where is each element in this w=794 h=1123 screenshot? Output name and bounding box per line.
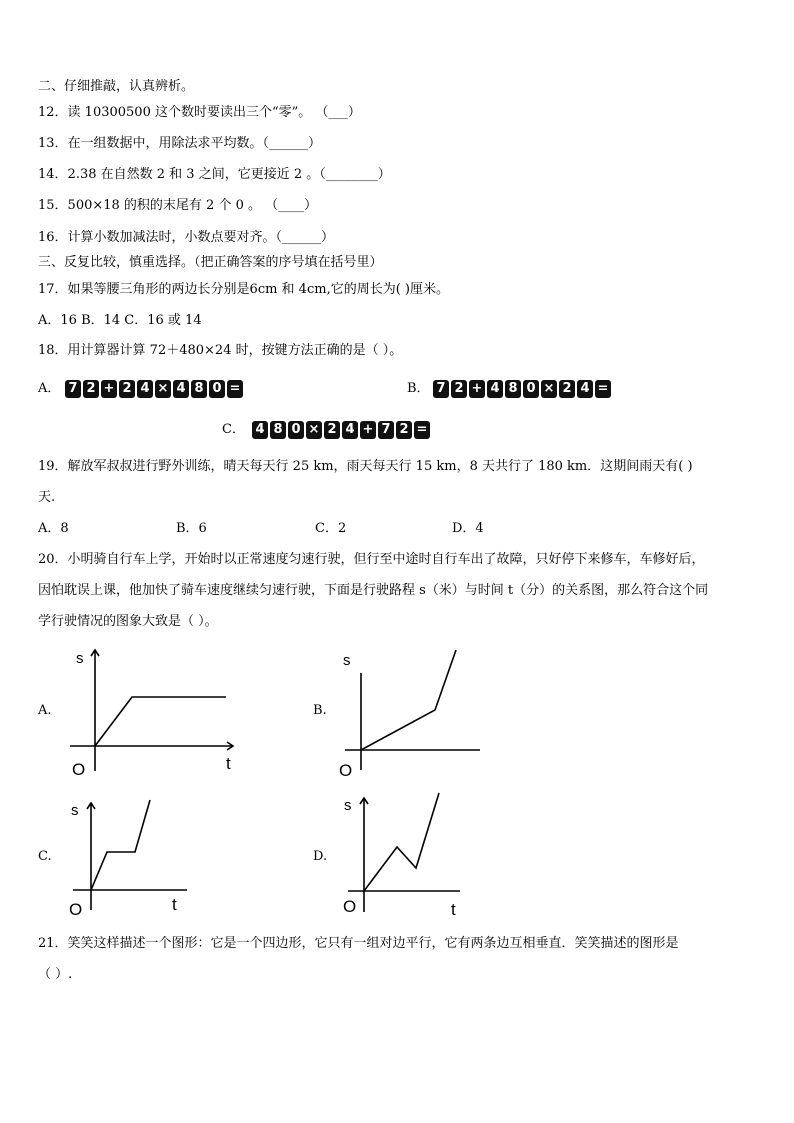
t-label: t bbox=[172, 895, 177, 914]
graph-d-label: D. bbox=[313, 849, 328, 864]
calculator-key: 0 bbox=[288, 421, 304, 439]
calculator-key: 8 bbox=[270, 421, 286, 439]
q19-option-b: B．6 bbox=[176, 521, 207, 536]
calculator-key: 2 bbox=[559, 380, 575, 398]
calculator-key: 4 bbox=[342, 421, 358, 439]
q18-option-a-label: A． bbox=[38, 381, 61, 396]
calculator-key: = bbox=[227, 380, 243, 398]
s-label: s bbox=[344, 797, 352, 814]
graph-c-curve bbox=[91, 800, 150, 890]
question-15: 15．500×18 的积的末尾有 2 个 0 。 （____） bbox=[38, 198, 318, 213]
calculator-key: 7 bbox=[433, 380, 449, 398]
question-12: 12．读 10300500 这个数时要读出三个“零”。 （___） bbox=[38, 105, 361, 120]
question-19-line-2: 天. bbox=[38, 490, 56, 505]
graph-a-label: A. bbox=[38, 703, 52, 718]
calculator-key: + bbox=[469, 380, 485, 398]
calculator-key: 4 bbox=[487, 380, 503, 398]
origin-label: O bbox=[339, 761, 353, 780]
calculator-key: 2 bbox=[119, 380, 135, 398]
question-21-line-2: （ ）. bbox=[38, 967, 73, 982]
q18-option-c-keys bbox=[252, 421, 430, 439]
question-17-options: A．16 B．14 C．16 或 14 bbox=[38, 313, 202, 328]
calculator-key: × bbox=[541, 380, 557, 398]
q19-option-c: C．2 bbox=[315, 521, 347, 536]
section-3-title: 三、反复比较，慎重选择。（把正确答案的序号填在括号里） bbox=[38, 255, 383, 270]
origin-label: O bbox=[72, 760, 86, 779]
s-label: s bbox=[76, 650, 84, 667]
calculator-key: = bbox=[414, 421, 430, 439]
question-17: 17．如果等腰三角形的两边长分别是6cm 和 4cm,它的周长为( )厘米。 bbox=[38, 282, 449, 297]
s-label: s bbox=[71, 802, 79, 819]
question-19-line-1: 19．解放军叔叔进行野外训练，晴天每天行 25 km，雨天每天行 15 km，8 天共行了 180 km．这期间雨天有( ) bbox=[38, 459, 693, 474]
graph-d-curve bbox=[364, 793, 439, 891]
calculator-key: 4 bbox=[577, 380, 593, 398]
section-2-title: 二、仔细推敲，认真辨析。 bbox=[38, 79, 195, 94]
q18-option-a-keys bbox=[65, 380, 243, 398]
graph-b-curve bbox=[361, 650, 456, 750]
graph-c-label: C. bbox=[38, 849, 52, 864]
q18-option-b-keys bbox=[433, 380, 611, 398]
calculator-key: 0 bbox=[523, 380, 539, 398]
question-20-line-1: 20．小明骑自行车上学，开始时以正常速度匀速行驶，但行至中途时自行车出了故障，只好停下来修车，车修好后， bbox=[38, 552, 705, 567]
calculator-key: 4 bbox=[252, 421, 268, 439]
q19-option-a: A．8 bbox=[38, 521, 69, 536]
question-21-line-1: 21．笑笑这样描述一个图形：它是一个四边形，它只有一组对边平行，它有两条边互相垂直．笑笑描述的图形是 bbox=[38, 936, 679, 951]
calculator-key: + bbox=[101, 380, 117, 398]
calculator-key: × bbox=[155, 380, 171, 398]
question-20-line-2: 因怕耽误上课，他加快了骑车速度继续匀速行驶，下面是行驶路程 s（米）与时间 t（分）的关系图，那么符合这个同 bbox=[38, 583, 709, 598]
calculator-key: 4 bbox=[173, 380, 189, 398]
question-13: 13．在一组数据中，用除法求平均数。（______） bbox=[38, 136, 322, 151]
graph-c bbox=[65, 795, 195, 920]
calculator-key: 2 bbox=[324, 421, 340, 439]
calculator-key: 2 bbox=[83, 380, 99, 398]
calculator-key: 2 bbox=[396, 421, 412, 439]
graph-b bbox=[335, 645, 485, 780]
calculator-key: 7 bbox=[378, 421, 394, 439]
t-label: t bbox=[226, 754, 231, 773]
q18-option-b-label: B． bbox=[407, 381, 430, 396]
s-label: s bbox=[343, 652, 351, 669]
calculator-key: 2 bbox=[451, 380, 467, 398]
graph-b-label: B. bbox=[313, 703, 327, 718]
q19-option-d: D．4 bbox=[452, 521, 484, 536]
calculator-key: 0 bbox=[209, 380, 225, 398]
calculator-key: = bbox=[595, 380, 611, 398]
question-14: 14．2.38 在自然数 2 和 3 之间，它更接近 2 。（________） bbox=[38, 167, 391, 182]
t-label: t bbox=[451, 900, 456, 919]
calculator-key: 8 bbox=[505, 380, 521, 398]
graph-d bbox=[340, 790, 470, 920]
calculator-key: 4 bbox=[137, 380, 153, 398]
graph-a bbox=[60, 645, 250, 779]
question-18: 18．用计算器计算 72＋480×24 时，按键方法正确的是（ ）。 bbox=[38, 343, 403, 358]
q18-option-c-label: C． bbox=[222, 422, 245, 437]
question-16: 16．计算小数加减法时，小数点要对齐。（______） bbox=[38, 230, 335, 245]
question-20-line-3: 学行驶情况的图象大致是（ ）。 bbox=[38, 614, 218, 629]
calculator-key: × bbox=[306, 421, 322, 439]
origin-label: O bbox=[69, 900, 83, 919]
graph-a-curve bbox=[95, 697, 226, 746]
calculator-key: 8 bbox=[191, 380, 207, 398]
calculator-key: 7 bbox=[65, 380, 81, 398]
calculator-key: + bbox=[360, 421, 376, 439]
origin-label: O bbox=[343, 897, 357, 916]
